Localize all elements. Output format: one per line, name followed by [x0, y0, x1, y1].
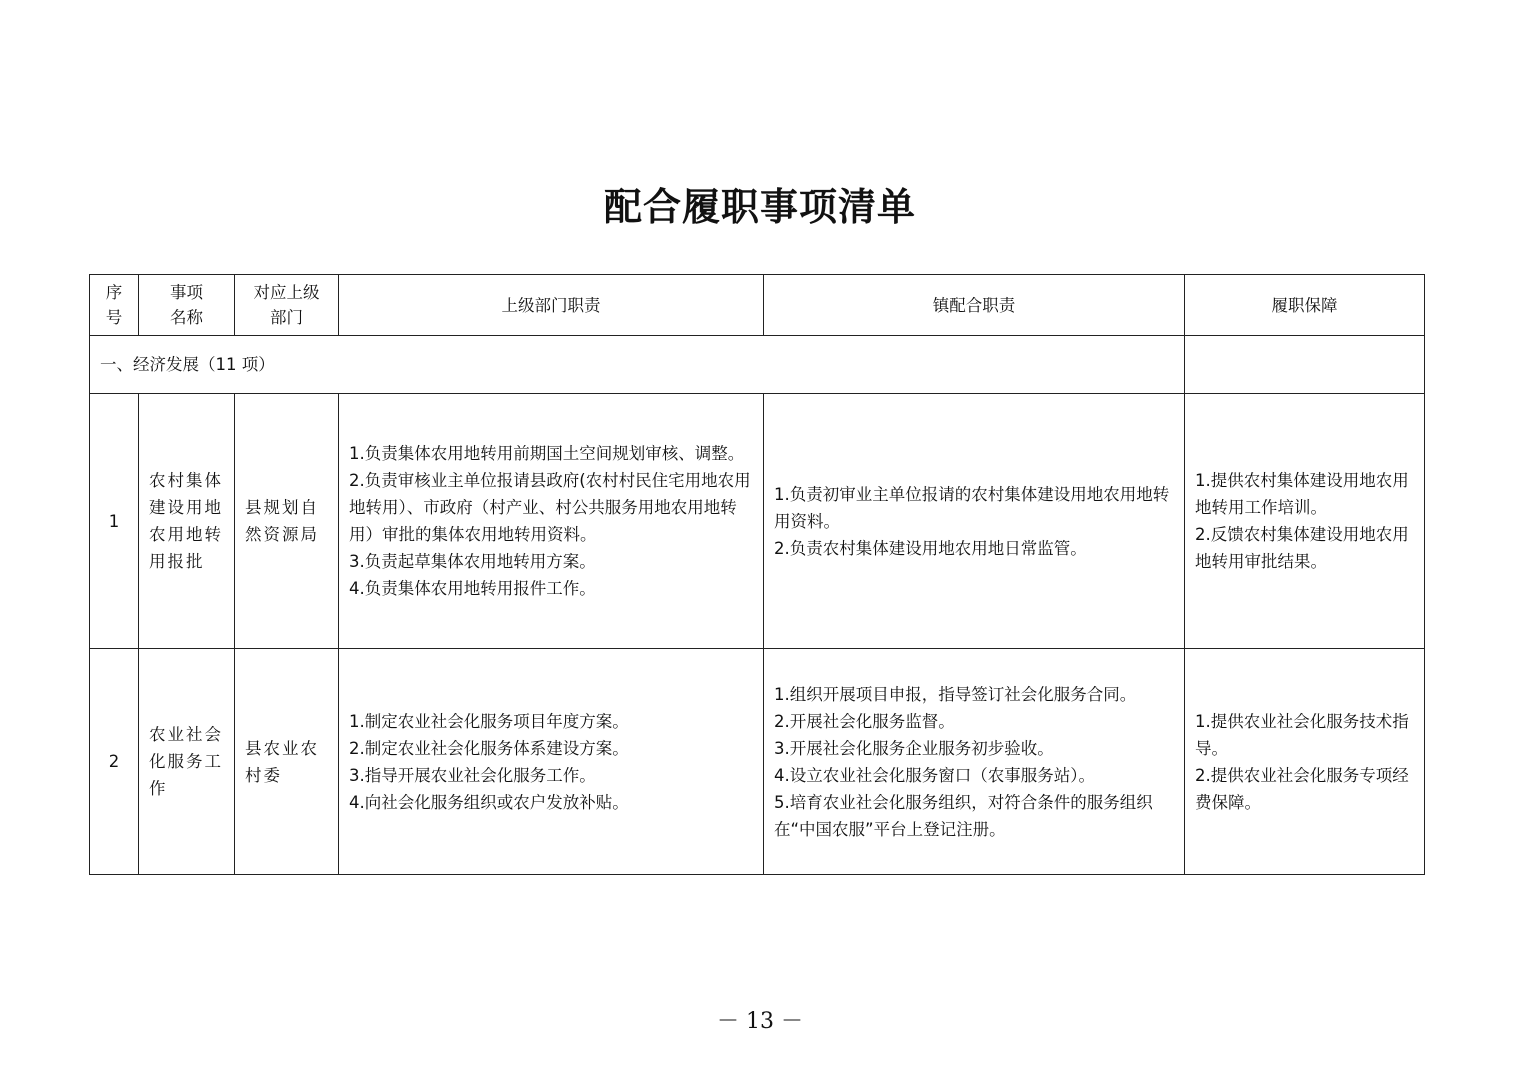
header-dept-line1: 对应上级 [253, 283, 320, 302]
list-item: 2.负责审核业主单位报请县政府(农村村民住宅用地农用地转用）、市政府（村产业、村公共服务用地农用地转用）审批的集体农用地转用资料。 [349, 471, 751, 544]
list-item: 3.开展社会化服务企业服务初步验收。 [774, 738, 1054, 758]
row-item-name: 农村集体建设用地农用地转用报批 [139, 394, 235, 649]
header-seq [90, 275, 139, 336]
table-header-row [90, 275, 1425, 336]
header-name-line2: 名称 [170, 308, 203, 327]
header-guarantee: 履职保障 [1185, 275, 1425, 336]
header-dept-line2: 部门 [270, 308, 303, 327]
header-seq-line2: 号 [105, 308, 123, 327]
list-item: 2.反馈农村集体建设用地农用地转用审批结果。 [1195, 525, 1409, 571]
row-upper-duties [339, 649, 764, 875]
row-seq: 1 [90, 394, 139, 649]
list-item: 4.设立农业社会化服务窗口（农事服务站）。 [774, 765, 1095, 785]
document-title: 配合履职事项清单 [603, 184, 916, 229]
list-item: 3.指导开展农业社会化服务工作。 [349, 765, 596, 785]
list-item: 4.负责集体农用地转用报件工作。 [349, 579, 596, 598]
table-row [90, 394, 1425, 649]
list-item: 2.开展社会化服务监督。 [774, 711, 955, 731]
row-guarantees [1185, 649, 1425, 875]
row-dept: 县农业农村委 [235, 649, 339, 875]
row-town-duties [764, 649, 1185, 875]
header-seq-line1: 序 [105, 283, 123, 302]
row-town-duties [764, 394, 1185, 649]
header-name [139, 275, 235, 336]
row-item-name: 农业社会化服务工作 [139, 649, 235, 875]
row-upper-duties [339, 394, 764, 649]
list-item: 2.负责农村集体建设用地农用地日常监管。 [774, 538, 1087, 558]
duty-table [89, 274, 1425, 875]
header-name-line1: 事项 [170, 283, 203, 302]
list-item: 1.制定农业社会化服务项目年度方案。 [349, 711, 629, 731]
section-empty-cell [1185, 336, 1425, 394]
section-row [90, 336, 1425, 394]
list-item: 1.组织开展项目申报，指导签订社会化服务合同。 [774, 684, 1137, 704]
header-upper-duty: 上级部门职责 [339, 275, 764, 336]
page-number: － 13 － [717, 1009, 803, 1034]
list-item: 5.培育农业社会化服务组织，对符合条件的服务组织在“中国农服”平台上登记注册。 [774, 792, 1153, 839]
header-dept [235, 275, 339, 336]
row-seq: 2 [90, 649, 139, 875]
header-town-duty: 镇配合职责 [764, 275, 1185, 336]
list-item: 4.向社会化服务组织或农户发放补贴。 [349, 792, 629, 812]
list-item: 2.制定农业社会化服务体系建设方案。 [349, 738, 629, 758]
list-item: 1.负责初审业主单位报请的农村集体建设用地农用地转用资料。 [774, 484, 1170, 531]
list-item: 2.提供农业社会化服务专项经费保障。 [1195, 765, 1409, 812]
list-item: 1.负责集体农用地转用前期国土空间规划审核、调整。 [349, 444, 745, 463]
list-item: 1.提供农业社会化服务技术指导。 [1195, 711, 1409, 758]
list-item: 3.负责起草集体农用地转用方案。 [349, 552, 596, 571]
section-title: 一、经济发展（11 项） [90, 336, 1185, 394]
row-guarantees [1185, 394, 1425, 649]
table-row [90, 649, 1425, 875]
row-dept: 县规划自然资源局 [235, 394, 339, 649]
list-item: 1.提供农村集体建设用地农用地转用工作培训。 [1195, 471, 1409, 517]
